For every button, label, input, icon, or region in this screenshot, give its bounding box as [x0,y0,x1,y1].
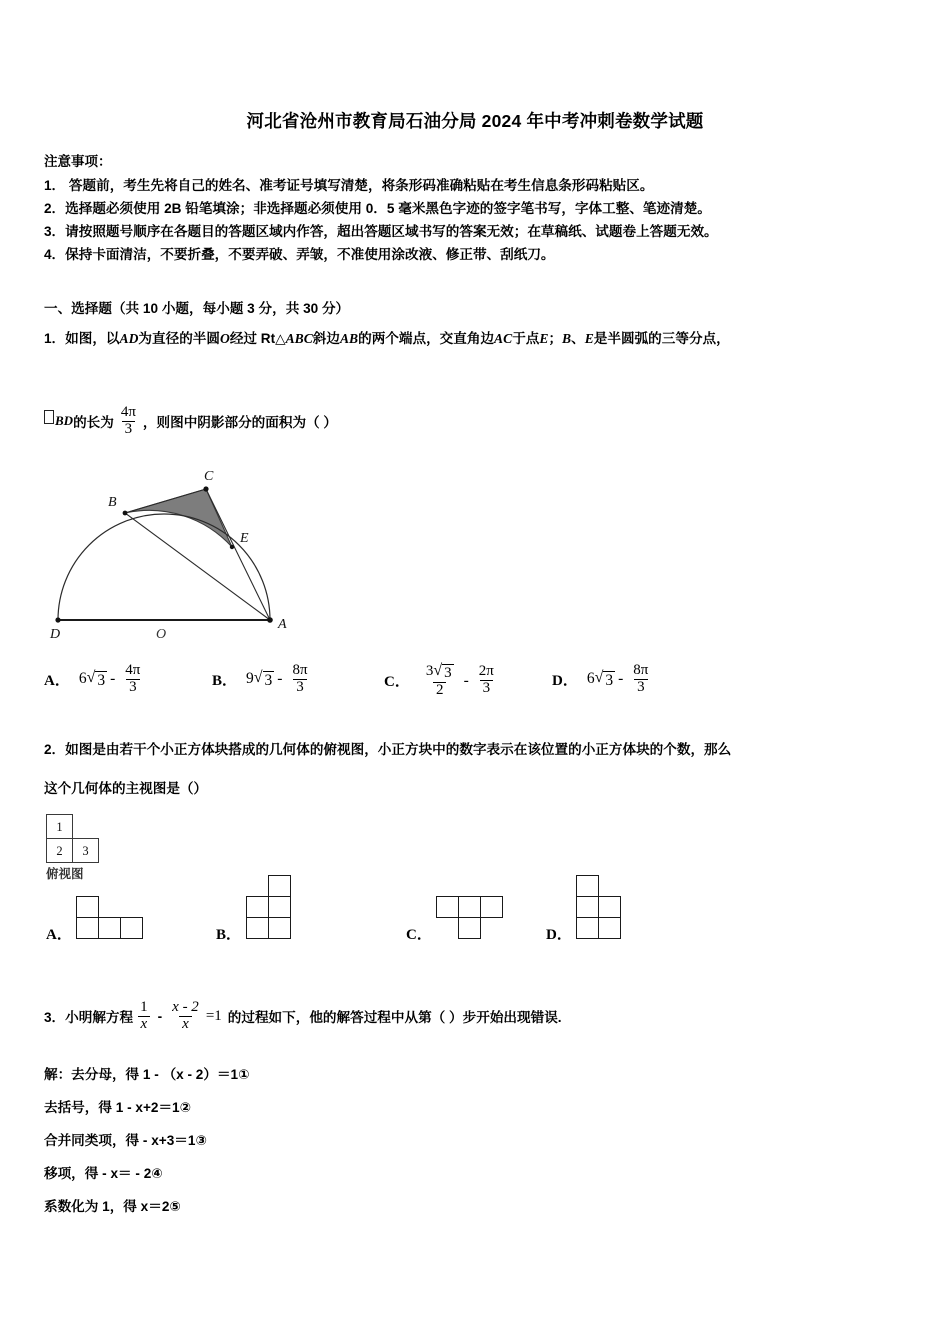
top-view-cell: 3 [72,838,99,863]
shape-cell [268,875,291,897]
q1-text-1: 如图，以 [65,331,120,346]
q1-line2-text1: 的长为 [73,415,114,431]
option-a-minus: - [110,670,116,688]
option-a-frac-den: 3 [126,679,140,696]
q3-frac2-den: x [179,1016,192,1033]
shape-cell [246,896,269,918]
segment-ac [206,489,270,620]
shape-cell [458,917,481,939]
q3-fraction-2 [169,1000,202,1033]
shape-cell [436,896,459,918]
semicircle-arc [58,514,270,620]
option-b-minus: - [277,670,283,688]
solution-step: 系数化为 1，得 x＝2⑤ [44,1199,181,1214]
solution-step: 合并同类项，得 - x+3＝1③ [44,1133,207,1148]
question-2-options [0,885,950,955]
sqrt-icon: √ 3 [594,668,614,689]
option-c[interactable] [384,663,501,698]
option-c-lead-fraction [423,663,457,698]
q1-italic-e2: E [584,331,594,346]
q1-text-8: 、 [571,331,585,346]
shape-cell [576,917,599,939]
option-d[interactable] [552,663,655,696]
option-d-coefficient: 6 [586,670,595,688]
q3-operator: - [157,1008,163,1024]
option-d-fraction [630,663,651,696]
solution-step: 去括号，得 1 - x+2＝1② [44,1100,192,1115]
q1-text-6: 于点 [512,331,540,346]
option-b-radicand: 3 [264,671,273,689]
question-3-stem [44,1000,562,1033]
section-heading: 一、选择题（共 10 小题，每小题 3 分，共 30 分） [44,301,350,316]
shape-cell [268,917,291,939]
option-a-frac-num: 4π [125,662,141,678]
q1-italic-ad: AD [119,331,139,346]
question-1-options [44,655,924,705]
shape-cell [576,875,599,897]
label-d: D [50,627,61,642]
q1-italic-e: E [539,331,549,346]
question-3-solution-steps [44,1058,250,1223]
arc-label-bd: BD [55,413,74,429]
arc-length-fraction [118,405,139,438]
point-e-dot [230,545,234,549]
q3-frac1-den: x [138,1016,151,1033]
option-c-expression [419,663,501,698]
sqrt-icon: √ 3 [86,668,106,689]
q1-italic-o: O [219,331,230,346]
q3-text-2: 的过程如下，他的解答过程中从第（ ）步开始出现错误. [227,1010,562,1026]
point-c-dot [203,486,208,491]
fraction-denominator: 3 [122,421,136,438]
option-a-expression [79,663,148,696]
shape-cell [480,896,503,918]
option-a-fraction [122,663,143,696]
sqrt-icon: √ 3 [433,662,452,681]
q1-italic-ac: AC [494,331,513,346]
point-d-dot [55,617,60,622]
top-view-cell: 1 [46,814,73,839]
option-c-minus: - [463,671,469,689]
option-d-minus: - [618,670,624,688]
option-d-label: D． [546,927,572,943]
solution-step: 解：去分母，得 1 - （x - 2）＝1① [44,1067,250,1082]
option-b-frac-num: 8π [292,662,308,678]
question-2-stem-line2: 这个几何体的主视图是（） [44,781,208,796]
sqrt-icon: √ 3 [253,668,273,689]
option-b-label: B． [216,927,242,943]
question-1-stem-line2 [44,405,337,438]
shape-cell [598,917,621,939]
option-b-expression [246,663,315,696]
shape-cell [76,917,99,939]
notice-item: 3．请按照题号顺序在各题目的答题区域内作答，超出答题区域书写的答案无效；在草稿纸、试题卷上答题无效。 [44,224,718,239]
option-b-label: B． [212,672,238,689]
option-b-coefficient: 9 [246,670,254,688]
option-a-label: A． [44,672,70,689]
option-a[interactable] [44,663,147,696]
shape-cell [576,896,599,918]
q3-fraction-1 [137,1000,151,1033]
option-c-num-radicand: 3 [444,665,452,681]
label-e: E [240,531,249,546]
option-a-coefficient: 6 [78,670,87,688]
shape-cell [120,917,143,939]
option-a-label: A． [46,927,72,943]
q3-frac1-num: 1 [140,999,148,1015]
top-view-cell: 2 [46,838,73,863]
option-b[interactable] [212,663,315,696]
option-d-label: D． [552,672,578,689]
shape-cell [598,896,621,918]
option-c-num-coef: 3 [425,663,434,679]
option-c-label: C． [406,927,432,943]
q1-line2-text2: ，则图中阴影部分的面积为（ ） [142,415,338,431]
shape-cell [98,917,121,939]
q3-equals: =1 [205,1007,222,1024]
page-title: 河北省沧州市教育局石油分局 2024 年中考冲刺卷数学试题 [246,111,704,131]
q3-text-1: 3．小明解方程 [44,1010,134,1026]
q3-frac2-num: x - 2 [172,999,199,1015]
option-d-frac-num: 8π [633,662,649,678]
shape-cell [268,896,291,918]
q1-text-5: 的两个端点，交直角边 [358,331,495,346]
q1-italic-b2: B [562,331,572,346]
option-a-radicand: 3 [97,671,106,689]
label-o: O [156,627,167,642]
option-c-frac-num: 2π [478,663,494,680]
option-c-lead-num [423,663,457,682]
point-b-dot [123,511,128,516]
label-b: B [108,495,117,510]
notice-item: 2．选择题必须使用 2B 铅笔填涂；非选择题必须使用 0．5 毫米黑色字迹的签字笔书写，字体工整、笔迹清楚。 [44,201,711,216]
option-b-frac-den: 3 [293,679,307,696]
option-d-radicand: 3 [605,671,614,689]
option-d-frac-den: 3 [634,679,648,696]
q1-text-7: ； [548,331,563,346]
notice-item: 1． 答题前，考生先将自己的姓名、准考证号填写清楚，将条形码准确粘贴在考生信息条形码粘贴区。 [44,178,654,193]
notice-block [44,150,914,266]
q1-italic-abc: ABC [285,331,313,346]
q1-text-2: 为直径的半圆 [138,331,220,346]
q1-text-4: 斜边 [312,331,340,346]
shape-cell [76,896,99,918]
q1-text-9: 是半圆弧的三等分点， [593,331,730,346]
fraction-numerator: 4π [120,404,136,420]
solution-step: 移项，得 - x＝ - 2④ [44,1166,163,1181]
option-c-lead-den: 2 [433,682,447,699]
notice-heading: 注意事项： [44,154,112,169]
option-b-fraction [289,663,310,696]
label-c: C [204,469,214,484]
arc-symbol-missing-glyph [44,410,54,424]
point-a-dot [267,617,273,623]
question-1-stem [44,327,944,347]
option-d-expression [587,663,656,696]
option-c-frac-den: 3 [480,680,494,697]
option-c-label: C． [384,674,410,691]
shape-cell [458,896,481,918]
question-1-figure [44,462,304,647]
option-c-fraction [476,664,497,697]
shape-cell [246,917,269,939]
q1-italic-ab: AB [339,331,359,346]
q1-text-3: 经过 Rt△ [229,331,286,346]
q1-number: 1． [44,331,66,346]
question-2-stem-line1: 2．如图是由若干个小正方体块搭成的几何体的俯视图，小正方块中的数字表示在该位置的小正方体块的个数，那么 [44,742,732,757]
notice-item: 4．保持卡面清洁，不要折叠，不要弄破、弄皱，不准使用涂改液、修正带、刮纸刀。 [44,247,555,262]
chord-ab [125,513,270,620]
label-a: A [278,617,287,632]
semicircle-geometry-figure [44,462,304,642]
top-view-caption: 俯视图 [46,867,84,881]
